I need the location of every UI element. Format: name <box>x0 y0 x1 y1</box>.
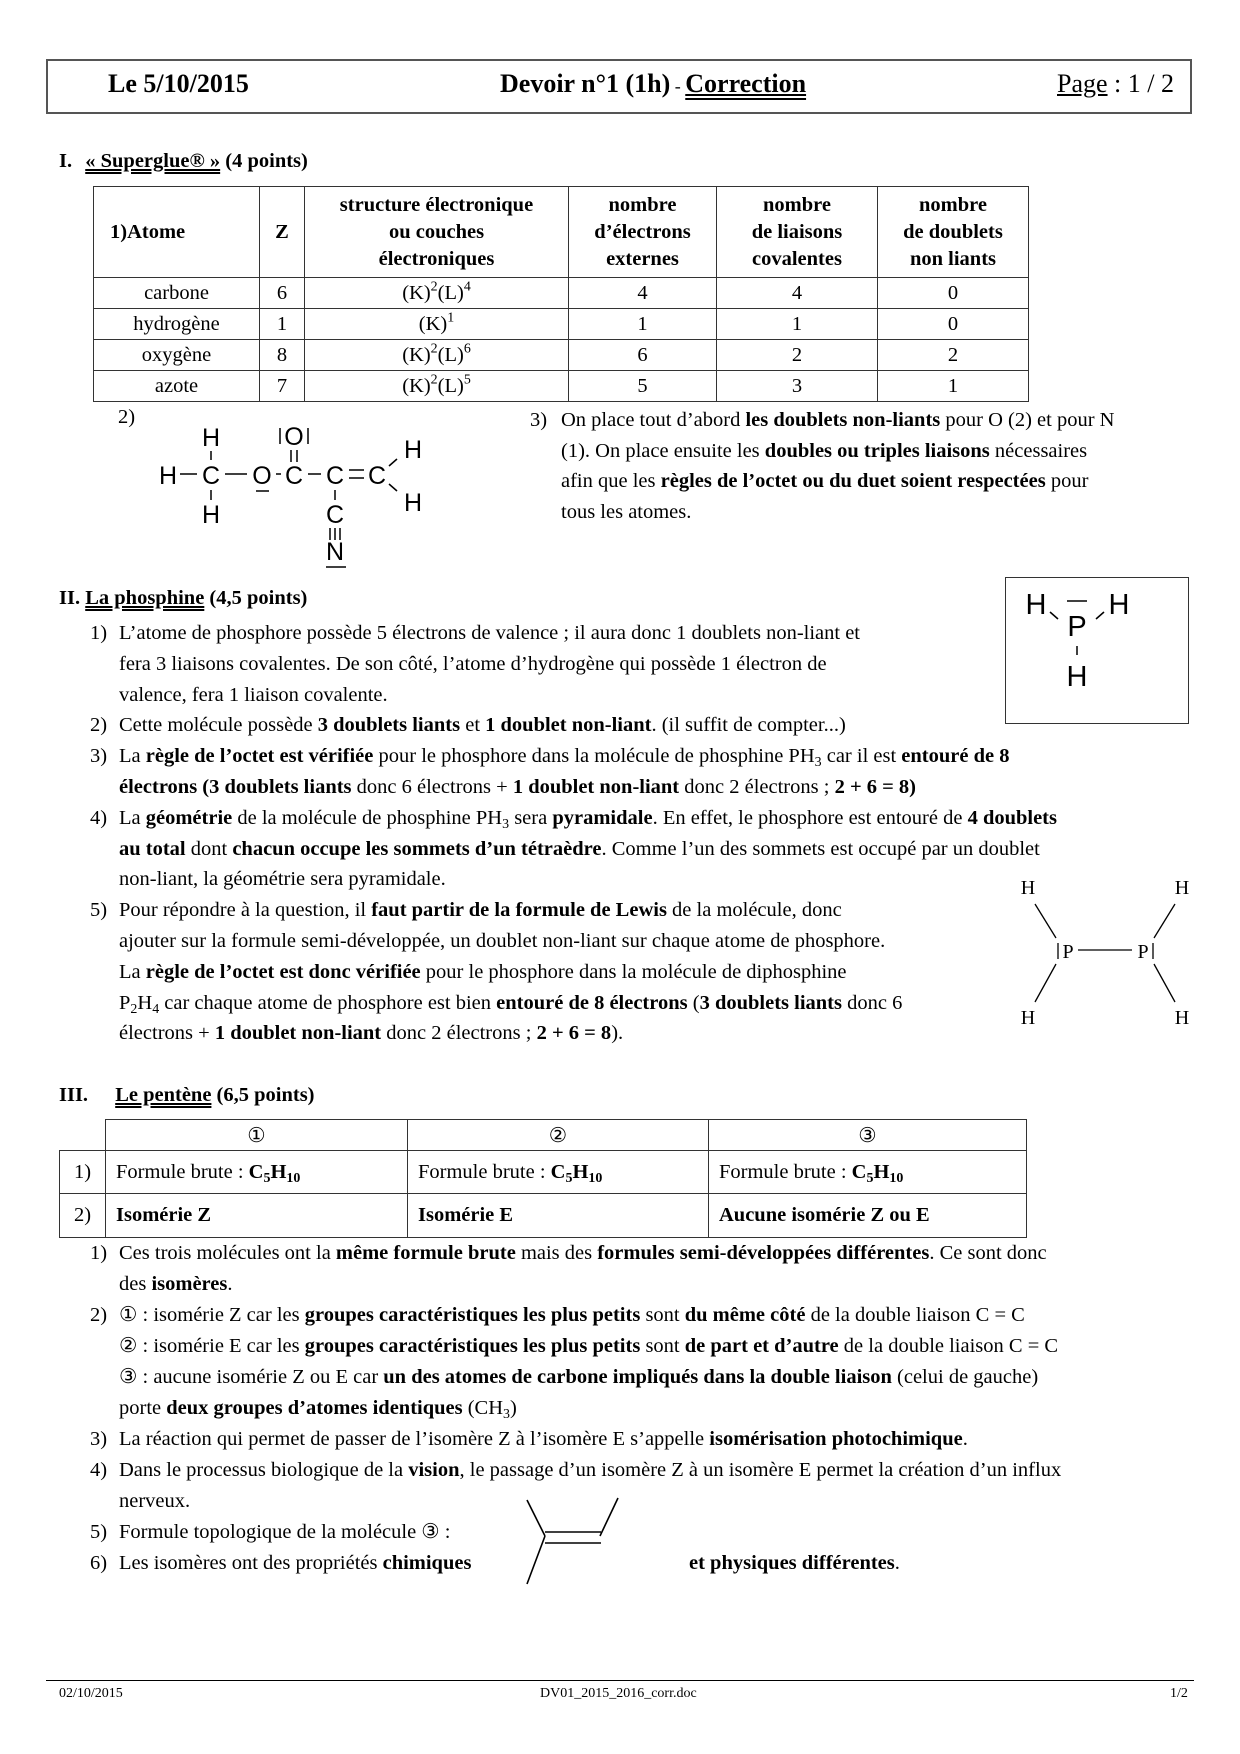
item-number: 6) <box>90 1552 108 1574</box>
z-cell: 6 <box>260 278 305 309</box>
text-segment: 4 doublets <box>967 806 1057 829</box>
footer-date: 02/10/2015 <box>59 1686 123 1701</box>
text-segment: (L) <box>437 344 464 366</box>
text-segment: de la double liaison C = C <box>805 1304 1025 1326</box>
item-text <box>119 618 860 710</box>
topological-formula <box>515 1490 635 1590</box>
atom-cell: azote <box>94 371 260 402</box>
text-line <box>119 895 902 926</box>
footer-divider <box>46 1680 1194 1681</box>
text-line <box>561 497 1114 528</box>
text-segment: fera 3 liaisons covalentes. De son côté, l’atome d’hydrogène qui possède 1 électron de <box>119 652 827 675</box>
text-line <box>119 772 1009 803</box>
text-segment: non-liant, la géométrie sera pyramidale. <box>119 868 446 891</box>
atom-h: H <box>1174 877 1190 899</box>
atom-cell: oxygène <box>94 340 260 371</box>
list-item <box>90 1424 1061 1455</box>
phosphine-lewis-structure <box>1005 577 1189 725</box>
text-segment: 5 <box>463 372 471 388</box>
liaisons-cell: 3 <box>717 371 878 402</box>
text-segment: du même côté <box>684 1304 806 1326</box>
atom-p: P <box>1062 941 1074 963</box>
header-text: nombre <box>763 193 831 216</box>
text-segment: 10 <box>286 1170 301 1186</box>
text-segment: . <box>962 1428 968 1450</box>
text-line <box>561 466 1114 497</box>
text-segment: de part et d’autre <box>684 1335 839 1357</box>
text-segment: ② : isomérie E car les <box>119 1335 305 1357</box>
item-text <box>119 1424 968 1455</box>
atom-h: H <box>201 424 221 452</box>
text-segment: Formule brute : <box>719 1160 852 1183</box>
header-text: électroniques <box>378 247 495 270</box>
section-points: (4,5 points) <box>204 587 308 609</box>
question-2-label: 2) <box>118 406 136 428</box>
text-segment: 3 <box>502 816 510 832</box>
answer-cell <box>106 1151 408 1194</box>
atom-o: O <box>284 423 304 451</box>
text-segment: (CH <box>462 1397 504 1419</box>
item-number: 4) <box>90 1459 108 1481</box>
answer-cell <box>106 1194 408 1238</box>
header-text: structure électronique <box>339 193 534 216</box>
atom-p: P <box>1137 941 1149 963</box>
item-number: 4) <box>90 806 108 829</box>
atom-c: C <box>367 462 387 490</box>
text-segment: géométrie <box>145 806 233 829</box>
text-segment: Les isomères ont des propriétés <box>119 1552 383 1574</box>
text-segment: Pour répondre à la question, il <box>119 899 372 922</box>
text-line <box>119 1300 1058 1331</box>
header-text: de doublets <box>903 220 1003 243</box>
item-6-tail <box>689 1548 900 1579</box>
text-segment: 2 <box>130 1001 138 1017</box>
item-text <box>119 895 902 1049</box>
table-row <box>60 1194 1027 1238</box>
text-segment: (K) <box>418 313 448 335</box>
text-segment: 1 doublet non-liant <box>485 714 652 737</box>
text-segment: et <box>460 714 486 737</box>
text-segment: vision <box>408 1459 460 1481</box>
text-line <box>119 926 902 957</box>
text-segment: (celui de gauche) <box>891 1366 1039 1388</box>
text-segment: électrons + <box>119 1022 215 1045</box>
text-segment: donc 2 électrons ; <box>679 775 835 798</box>
liaisons-cell: 2 <box>717 340 878 371</box>
header-cell: ③ <box>709 1120 1027 1151</box>
text-segment: . Comme l’un des sommets est occupé par un doublet <box>601 837 1040 860</box>
text-segment: ( <box>687 991 700 1014</box>
doublets-cell: 1 <box>878 371 1029 402</box>
item-text <box>119 803 1057 895</box>
header-text: 1)Atome <box>110 220 186 243</box>
item-text <box>119 741 1009 803</box>
liaisons-cell: 4 <box>717 278 878 309</box>
text-segment: deux groupes d’atomes identiques <box>166 1397 463 1419</box>
empty-cell <box>60 1120 106 1151</box>
text-line <box>561 405 1114 436</box>
text-segment: (K) <box>402 375 431 397</box>
atom-p: P <box>1067 611 1087 643</box>
text-segment: 3 doublets liants <box>699 991 842 1014</box>
atom-c: C <box>284 462 304 490</box>
text-segment: 6 <box>463 341 471 357</box>
text-segment: (L) <box>437 375 464 397</box>
z-cell: 1 <box>260 309 305 340</box>
text-segment: 1 doublet non-liant <box>214 1022 382 1045</box>
header-cell: ② <box>408 1120 709 1151</box>
text-segment: Cette molécule possède <box>119 714 318 737</box>
text-segment: groupes caractéristiques les plus petits <box>304 1304 641 1326</box>
liaisons-cell: 1 <box>717 309 878 340</box>
header-text: de liaisons <box>751 220 843 243</box>
section-title: La phosphine <box>85 587 205 609</box>
text-segment: Formule brute : <box>116 1160 249 1183</box>
header-cell: ① <box>106 1120 408 1151</box>
text-segment: (L) <box>437 282 464 304</box>
text-segment: sont <box>640 1304 685 1326</box>
header-text: covalentes <box>752 247 842 270</box>
item-number: 3) <box>530 409 548 431</box>
footer-filename: DV01_2015_2016_corr.doc <box>540 1686 697 1701</box>
text-segment: faut partir de la formule de Lewis <box>371 899 667 922</box>
item-text <box>119 1238 1047 1300</box>
item-text <box>119 1517 451 1548</box>
atom-h: H <box>403 436 423 464</box>
text-segment: dont <box>185 837 233 860</box>
text-segment: 1 <box>447 310 455 326</box>
text-segment: ) <box>510 1397 517 1419</box>
z-cell: 7 <box>260 371 305 402</box>
text-segment: . (il suffit de compter...) <box>651 714 846 737</box>
text-line <box>119 1517 451 1548</box>
text-segment: isomérisation photochimique <box>709 1428 963 1450</box>
text-segment: car chaque atome de phosphore est bien <box>159 991 497 1014</box>
question-3-answer <box>530 405 1114 527</box>
item-number: 1) <box>90 622 108 644</box>
item-text <box>119 710 846 741</box>
text-segment: pour O (2) et pour N <box>940 409 1115 431</box>
text-segment: Dans le processus biologique de la <box>119 1459 409 1481</box>
text-segment: C <box>851 1160 867 1183</box>
text-segment: groupes caractéristiques les plus petits <box>304 1335 641 1357</box>
header-text: externes <box>606 247 679 270</box>
text-segment: entouré de 8 <box>901 745 1010 768</box>
header-text: ou couches <box>388 220 485 243</box>
text-line <box>119 988 902 1019</box>
text-segment: 2 + 6 = 8) <box>834 775 917 798</box>
row-number: 2) <box>60 1194 106 1238</box>
item-text <box>119 1548 471 1579</box>
externes-cell: 6 <box>569 340 717 371</box>
text-segment: Formule topologique de la molécule ③ : <box>119 1521 451 1543</box>
text-line <box>119 680 860 711</box>
atom-h: H <box>1025 589 1047 621</box>
text-segment: tous les atomes. <box>561 500 692 523</box>
item-number: 5) <box>90 1521 108 1543</box>
text-segment: . En effet, le phosphore est entouré de <box>652 806 968 829</box>
text-line <box>119 1238 1047 1269</box>
item-number: 3) <box>90 745 108 768</box>
text-segment: C <box>550 1160 566 1183</box>
text-line <box>119 834 1057 865</box>
text-segment: 5 <box>565 1170 573 1186</box>
text-line <box>119 741 1009 772</box>
list-item <box>90 1300 1061 1424</box>
list-item <box>90 803 1057 895</box>
title-separator: - <box>670 76 686 96</box>
section-3-title <box>59 1084 315 1107</box>
text-line <box>119 1018 902 1049</box>
text-segment: chacun occupe les sommets d’un tétraèdre <box>232 837 602 860</box>
atom-h: H <box>1174 1007 1190 1029</box>
atom-o: O <box>252 462 272 490</box>
text-segment: 5 <box>263 1170 271 1186</box>
text-segment: règle de l’octet est vérifiée <box>145 745 374 768</box>
text-segment: sont <box>640 1335 685 1357</box>
text-segment: 2 + 6 = 8 <box>536 1022 612 1045</box>
text-segment: pyramidale <box>552 806 653 829</box>
text-line <box>119 649 860 680</box>
text-segment: 3 doublets liants <box>317 714 461 737</box>
answer-cell <box>408 1194 709 1238</box>
text-segment: chimiques <box>382 1552 472 1574</box>
externes-cell: 4 <box>569 278 717 309</box>
list-item <box>90 710 1057 741</box>
text-segment: 10 <box>588 1170 603 1186</box>
table-row <box>60 1151 1027 1194</box>
text-segment: H <box>137 991 153 1014</box>
text-segment: entouré de 8 électrons <box>496 991 688 1014</box>
text-line <box>561 436 1114 467</box>
externes-cell: 5 <box>569 371 717 402</box>
text-segment: Formule brute : <box>418 1160 551 1183</box>
text-segment: nécessaires <box>989 439 1088 462</box>
superglue-lewis-structure <box>0 0 1240 620</box>
text-segment: On place tout d’abord <box>561 409 746 431</box>
text-segment: règle de l’octet est donc vérifiée <box>145 960 421 983</box>
item-number: 2) <box>90 1304 108 1326</box>
section-points: (6,5 points) <box>211 1084 315 1106</box>
header-text: non liants <box>909 247 997 270</box>
atom-h: H <box>403 489 423 517</box>
item-number: 2) <box>90 714 108 737</box>
pentene-table <box>59 1119 1027 1238</box>
section-points: (4 points) <box>220 150 308 172</box>
atom-h: H <box>1020 877 1036 899</box>
text-segment: 2 <box>430 341 438 357</box>
text-segment: ajouter sur la formule semi-développée, un doublet non-liant sur chaque atome de phosphore. <box>119 929 886 952</box>
text-segment: car il est <box>821 745 902 768</box>
page-label: Page <box>1057 69 1108 98</box>
text-segment: pour <box>1045 470 1089 492</box>
text-segment: donc 6 électrons + <box>351 775 513 798</box>
section-number: III. <box>59 1084 89 1106</box>
section-number: II. <box>59 587 81 609</box>
text-segment: La réaction qui permet de passer de l’isomère Z à l’isomère E s’appelle <box>119 1428 710 1450</box>
atom-cell: hydrogène <box>94 309 260 340</box>
text-segment: 5 <box>866 1170 874 1186</box>
text-segment: Isomérie E <box>418 1204 514 1226</box>
text-segment: un des atomes de carbone impliqués dans la double liaison <box>383 1366 892 1388</box>
text-segment: ③ : aucune isomérie Z ou E car <box>119 1366 384 1388</box>
text-segment: ① : isomérie Z car les <box>119 1304 305 1326</box>
text-segment: valence, fera 1 liaison covalente. <box>119 683 388 706</box>
text-segment: H <box>572 1160 589 1183</box>
text-segment: 2 <box>430 372 438 388</box>
header-text: Z <box>275 220 289 243</box>
text-segment: de la molécule de phosphine PH <box>232 806 503 829</box>
header-text: nombre <box>919 193 987 216</box>
atom-h: H <box>1108 589 1130 621</box>
text-segment: formules semi-développées différentes <box>597 1242 930 1264</box>
text-line <box>119 1362 1058 1393</box>
text-segment: de la double liaison C = C <box>838 1335 1059 1357</box>
doublets-cell: 0 <box>878 309 1029 340</box>
externes-cell: 1 <box>569 309 717 340</box>
text-segment: La <box>119 960 146 983</box>
item-text <box>561 405 1114 527</box>
answer-cell <box>408 1151 709 1194</box>
section-title: « Superglue® » <box>85 150 221 172</box>
list-item <box>90 1238 1061 1300</box>
text-line <box>119 803 1057 834</box>
doublets-cell: 0 <box>878 278 1029 309</box>
text-segment: Isomérie Z <box>116 1204 212 1226</box>
text-segment: donc 6 <box>841 991 903 1014</box>
title-correction: Correction <box>685 69 807 98</box>
text-segment: 3 <box>503 1407 510 1423</box>
text-segment: 3 <box>814 755 822 771</box>
text-segment: règles de l’octet ou du duet soient respectées <box>660 470 1046 492</box>
header-text: d’électrons <box>594 220 691 243</box>
text-segment: doubles ou triples liaisons <box>764 439 990 462</box>
text-segment: 4 <box>463 279 471 295</box>
text-segment: . Ce sont donc <box>929 1242 1047 1264</box>
text-segment: (K) <box>402 282 431 304</box>
text-segment: les doublets non-liants <box>745 409 941 431</box>
text-segment: 1 doublet non-liant <box>512 775 680 798</box>
item-number: 5) <box>90 899 108 922</box>
atom-h: H <box>1020 1007 1036 1029</box>
text-line <box>119 1393 1058 1424</box>
text-segment: donc 2 électrons ; <box>381 1022 537 1045</box>
row-number: 1) <box>60 1151 106 1194</box>
text-segment: mais des <box>515 1242 598 1264</box>
text-segment: 10 <box>889 1170 904 1186</box>
text-line <box>119 1548 471 1579</box>
text-segment: C <box>248 1160 264 1183</box>
text-segment: même formule brute <box>335 1242 516 1264</box>
text-segment: H <box>873 1160 890 1183</box>
text-segment: . <box>227 1273 233 1295</box>
footer-page: 1/2 <box>1170 1686 1188 1701</box>
text-segment: électrons (3 doublets liants <box>119 775 352 798</box>
text-segment: H <box>270 1160 287 1183</box>
text-segment: ). <box>611 1022 624 1045</box>
list-item <box>530 405 1114 527</box>
text-segment: de la molécule, donc <box>666 899 842 922</box>
table-header-row <box>60 1120 1027 1151</box>
item-number: 1) <box>90 1242 108 1264</box>
text-segment: , le passage d’un isomère Z à un isomère E permet la création d’un influx <box>459 1459 1062 1481</box>
section-2-title <box>59 587 307 610</box>
text-segment: L’atome de phosphore possède 5 électrons de valence ; il aura donc 1 doublets non-liant et <box>119 622 861 644</box>
text-line <box>119 864 1057 895</box>
text-line <box>119 1424 968 1455</box>
z-cell: 8 <box>260 340 305 371</box>
text-segment: P <box>119 991 131 1014</box>
section-title: Le pentène <box>115 1084 212 1106</box>
text-line <box>119 1331 1058 1362</box>
atom-n: N <box>325 538 345 566</box>
atom-c: C <box>325 501 345 529</box>
atom-c: C <box>201 462 221 490</box>
section-number: I. <box>59 150 73 172</box>
text-line <box>119 1455 1061 1486</box>
atom-h: H <box>201 501 221 529</box>
header-date: Le 5/10/2015 <box>108 69 249 98</box>
list-item <box>90 618 1057 710</box>
text-line <box>119 618 860 649</box>
text-segment: au total <box>119 837 186 860</box>
text-segment: pour le phosphore dans la molécule de diphosphine <box>420 960 847 983</box>
text-segment: 4 <box>152 1001 160 1017</box>
text-segment: Aucune isomérie Z ou E <box>719 1204 930 1226</box>
header-text: nombre <box>608 193 677 216</box>
text-segment: afin que les <box>561 470 661 492</box>
page-value: : 1 / 2 <box>1107 69 1174 98</box>
list-item <box>90 895 1057 1049</box>
text-segment: nerveux. <box>119 1490 191 1512</box>
text-line <box>119 1269 1047 1300</box>
text-segment: (1). On place ensuite les <box>561 439 765 462</box>
section-2-answers <box>90 618 1057 1049</box>
item-text <box>119 1300 1058 1424</box>
atom-cell: carbone <box>94 278 260 309</box>
text-segment: La <box>119 806 146 829</box>
text-segment: La <box>119 745 146 768</box>
text-segment: (K) <box>402 344 431 366</box>
item-number: 3) <box>90 1428 108 1450</box>
text-segment: et physiques différentes <box>689 1552 895 1574</box>
doublets-cell: 2 <box>878 340 1029 371</box>
list-item <box>90 741 1057 803</box>
text-segment: sera <box>509 806 553 829</box>
atom-h: H <box>158 462 178 490</box>
text-segment: des <box>119 1273 152 1295</box>
diphosphine-structure <box>1010 872 1210 1037</box>
text-line <box>119 710 846 741</box>
atom-c: C <box>325 462 345 490</box>
text-line <box>119 957 902 988</box>
text-segment: 2 <box>430 279 438 295</box>
answer-cell <box>709 1151 1027 1194</box>
atom-h: H <box>1066 661 1088 693</box>
title-main: Devoir n°1 (1h) <box>500 69 671 98</box>
text-segment: pour le phosphore dans la molécule de phosphine PH <box>373 745 815 768</box>
answer-cell <box>709 1194 1027 1238</box>
text-segment: . <box>894 1552 900 1574</box>
text-segment: porte <box>119 1397 167 1419</box>
text-segment: Ces trois molécules ont la <box>119 1242 336 1264</box>
text-segment: isomères <box>151 1273 228 1295</box>
